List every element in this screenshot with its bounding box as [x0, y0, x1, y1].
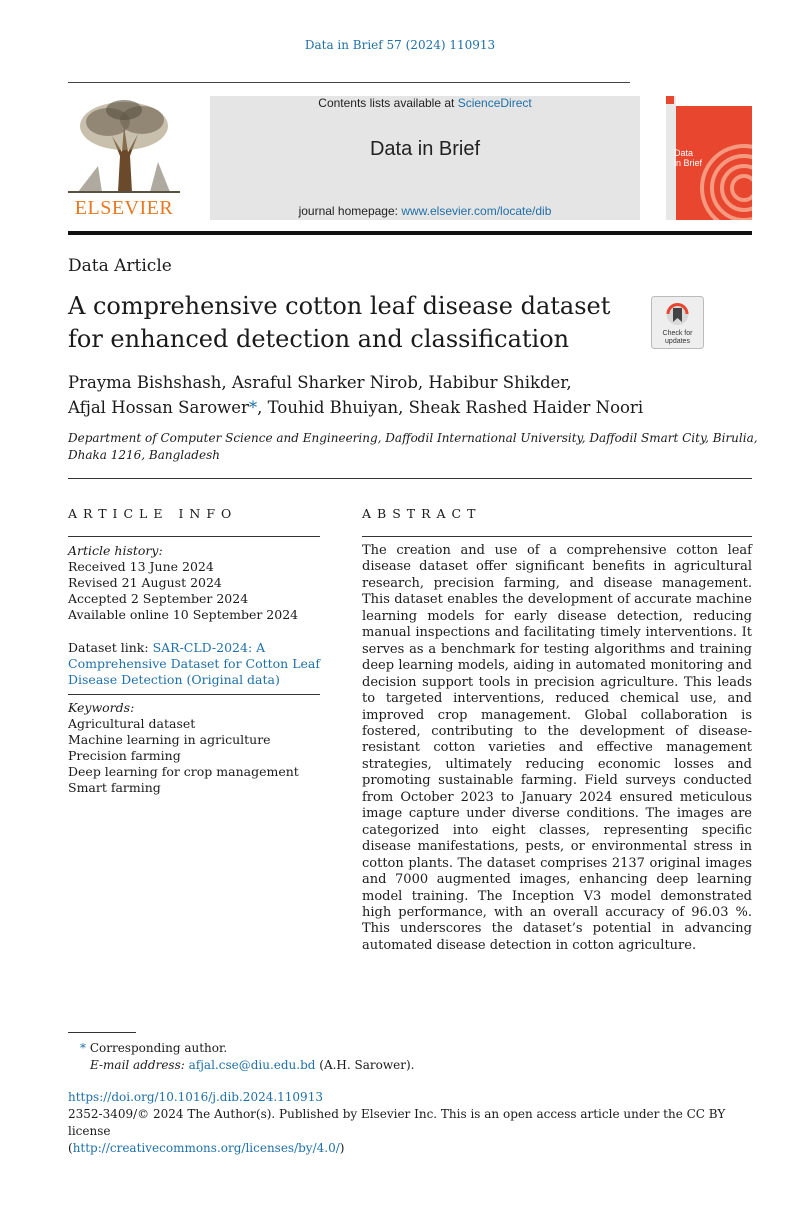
- header-thick-rule: [68, 231, 752, 235]
- badge-line2: updates: [665, 338, 690, 345]
- keyword-item: Precision farming: [68, 748, 181, 763]
- journal-homepage: journal homepage: www.elsevier.com/locate/dib: [298, 204, 552, 218]
- history-received: Received 13 June 2024: [68, 559, 214, 574]
- corresponding-author-marker[interactable]: *: [248, 398, 258, 417]
- keyword-item: Machine learning in agriculture: [68, 732, 271, 747]
- elsevier-wordmark: ELSEVIER: [74, 197, 174, 219]
- abstract-heading: ABSTRACT: [362, 506, 482, 521]
- article-info-rule: [68, 536, 320, 537]
- license-link[interactable]: http://creativecommons.org/licenses/by/4.0/: [72, 1141, 340, 1155]
- homepage-link[interactable]: www.elsevier.com/locate/dib: [401, 204, 552, 218]
- elsevier-logo[interactable]: [68, 96, 208, 220]
- article-history: [68, 543, 320, 623]
- journal-title: Data in Brief: [369, 138, 481, 160]
- footnote: * Corresponding author. E-mail address: afjal.cse@diu.edu.bd (A.H. Sarower).: [80, 1041, 415, 1072]
- running-header: Data in Brief 57 (2024) 110913: [304, 38, 496, 52]
- elsevier-tree-icon: [68, 96, 180, 196]
- check-for-updates-button[interactable]: [651, 296, 704, 349]
- history-accepted: Accepted 2 September 2024: [68, 591, 249, 606]
- check-for-updates-icon: [651, 296, 704, 349]
- keyword-item: Agricultural dataset: [68, 716, 196, 731]
- doi-link[interactable]: https://doi.org/10.1016/j.dib.2024.110913: [68, 1090, 323, 1104]
- badge-line1: Check for: [662, 330, 693, 337]
- dataset-link-cont[interactable]: Comprehensive Dataset for Cotton Leaf: [68, 656, 320, 671]
- contents-line: Contents lists available at ScienceDirect: [318, 96, 532, 110]
- dataset-link[interactable]: SAR-CLD-2024: A: [152, 640, 266, 655]
- keyword-item: Deep learning for crop management: [68, 764, 299, 779]
- footnote-rule: [68, 1032, 136, 1033]
- history-online: Available online 10 September 2024: [68, 607, 299, 622]
- abstract-text: The creation and use of a comprehensive cotton leaf disease dataset offer significant benefits in agricultural research, precision farming, and disease management. This dataset enables the development of accurate machine learning models for early disease detection, reducing manual inspections and facilitating timely interventions. It serves as a benchmark for testing algorithms and training deep learning models, aiding in automated monitoring and decision support tools in precision agriculture. This leads to targeted interventions, reduced chemical use, and improved crop management. Global collaboration is fostered, contributing to the development of disease-resistant cotton varieties and effective management strategies, ultimately reducing economic losses and promoting sustainable farming. Field surveys conducted from October 2023 to January 2024 ensured meticulous image capture under diverse conditions. The images are categorized into eight classes, representing specific disease manifestations, pests, or environmental stress in cotton plants. The dataset comprises 2137 original images and 7000 augmented images, enhancing deep learning model training. The Inception V3 model demonstrated high performance, with an overall accuracy of 96.03 %. This underscores the dataset’s potential in advancing automated disease detection in cotton agriculture.: [362, 543, 752, 953]
- affiliation: Department of Computer Science and Engineering, Daffodil International University, Daffodil Smart City, Birulia, Dhaka 1216, Bangladesh: [68, 431, 758, 462]
- author-email-link[interactable]: afjal.cse@diu.edu.bd: [188, 1058, 316, 1072]
- keywords-rule: [68, 694, 320, 695]
- keyword-item: Smart farming: [68, 780, 161, 795]
- author-list: Prayma Bishshash, Asraful Sharker Nirob, Habibur Shikder, Afjal Hossan Sarower*, Touhid Bhuiyan, Sheak Rashed Haider Noori: [68, 373, 644, 417]
- cover-title: Data in Brief: [674, 148, 703, 168]
- keywords-block: [68, 700, 320, 796]
- history-revised: Revised 21 August 2024: [68, 575, 222, 590]
- footnote-star: *: [80, 1041, 86, 1055]
- license-text: 2352-3409/© 2024 The Author(s). Published by Elsevier Inc. This is an open access article under the CC BY license: [68, 1107, 726, 1138]
- journal-cover[interactable]: [666, 96, 752, 220]
- doi-license-block: https://doi.org/10.1016/j.dib.2024.110913 2352-3409/© 2024 The Author(s). Published by Elsevier Inc. This is an open access article under the CC BY license (http://creativecommons.org/licenses/by/4.0/): [68, 1089, 768, 1157]
- journal-banner: [210, 96, 640, 220]
- dataset-link-block: Dataset link: SAR-CLD-2024: A Comprehensive Dataset for Cotton Leaf Disease Detection (Original data): [68, 640, 320, 687]
- article-type: Data Article: [68, 256, 172, 276]
- header-divider: [68, 82, 630, 83]
- keywords-label: Keywords:: [68, 700, 135, 715]
- dataset-link-cont[interactable]: Disease Detection (Original data): [68, 672, 280, 687]
- article-title: A comprehensive cotton leaf disease dataset for enhanced detection and classification: [68, 292, 611, 353]
- history-label: Article history:: [68, 543, 163, 558]
- abstract-rule: [362, 536, 752, 537]
- sciencedirect-link[interactable]: ScienceDirect: [457, 96, 532, 110]
- affiliation-divider: [68, 478, 752, 479]
- article-info-heading: ARTICLE INFO: [68, 506, 238, 521]
